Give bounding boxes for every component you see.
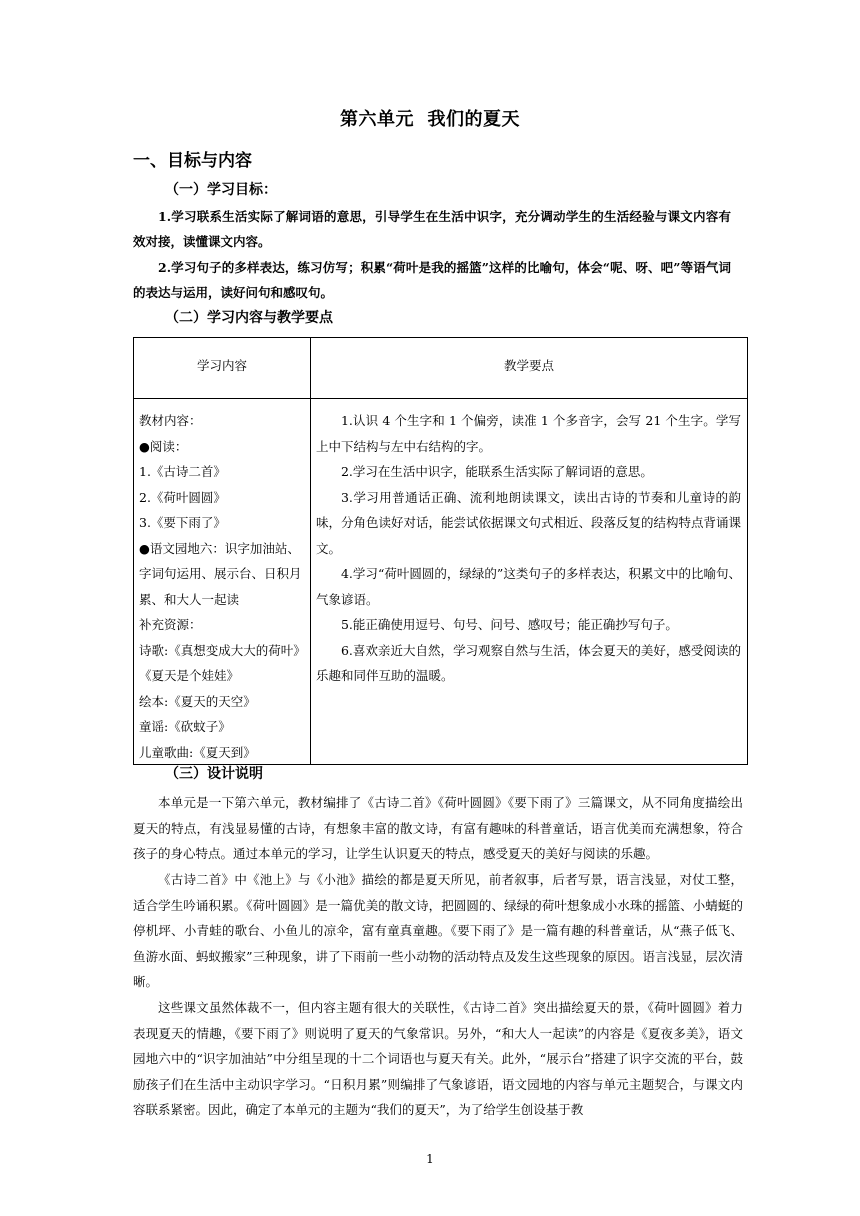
list-item: 补充资源： — [139, 617, 202, 632]
content-table — [133, 337, 748, 765]
list-item: 《夏天是个娃娃》 — [139, 668, 240, 683]
list-item: 童谣:《砍蚊子》 — [139, 719, 231, 734]
subheading-content-and-points: （二）学习内容与教学要点 — [165, 310, 333, 326]
list-item: 5.能正确使用逗号、句号、问号、感叹号；能正确抄写句子。 — [340, 617, 678, 632]
table-header-points: 教学要点 — [310, 338, 747, 399]
design-paragraph-3: 这些课文虽然体裁不一，但内容主题有很大的关联性，《古诗二首》突出描绘夏天的景，《荷叶圆圆》着力表现夏天的情趣，《要下雨了》则说明了夏天的气象常识。另外，“和大人一起读”的内容是《夏夜多美》，语文园地六中的“识字加油站”中分组呈现的十二个词语也与夏天有关。此外，“展示台”搭建了识字交流的平台，鼓励孩子们在生活中主动识字学习。“日积月累”则编排了气象谚语，语文园地的内容与单元主题契合，与课文内容联系紧密。因此，确定了本单元的主题为“我们的夏天”，为了给学生创设基于教 — [133, 1000, 743, 1117]
page-number: 1 — [426, 1152, 434, 1166]
table-row — [134, 399, 748, 765]
goal-paragraph-1: 1.学习联系生活实际了解词语的意思，引导学生在生活中识字，充分调动学生的生活经验与课文内容有效对接，读懂课文内容。 — [133, 209, 731, 249]
table-cell-points — [310, 399, 747, 765]
list-item: 4.学习“荷叶圆圆的，绿绿的”这类句子的多样表达，积累文中的比喻句、气象谚语。 — [315, 566, 741, 607]
list-item: 绘本:《夏天的天空》 — [139, 693, 256, 709]
list-item: ●阅读： — [139, 438, 188, 454]
list-item: 2.学习在生活中识字，能联系生活实际了解词语的意思。 — [340, 464, 653, 479]
list-item: 教材内容： — [139, 413, 202, 428]
goal-paragraph-2: 2.学习句子的多样表达，练习仿写；积累“荷叶是我的摇篮”这样的比喻句，体会“呢、呀、吧”等语气词的表达与运用，读好问句和感叹句。 — [133, 260, 731, 300]
table-header-content: 学习内容 — [134, 338, 311, 399]
list-item: ●语文园地六：识字加油站、字词句运用、展示台、日积月累、和大人一起读 — [139, 540, 302, 607]
list-item: 6.喜欢亲近大自然，学习观察自然与生活，体会夏天的美好，感受阅读的乐趣和同伴互助的温暖。 — [315, 642, 741, 683]
document-title: 第六单元 我们的夏天 — [339, 109, 521, 130]
list-item: 2.《荷叶圆圆》 — [139, 489, 226, 505]
subheading-design-notes: （三）设计说明 — [165, 766, 263, 782]
subheading-learning-goals: （一）学习目标： — [165, 182, 277, 198]
list-item: 1.《古诗二首》 — [139, 464, 226, 479]
list-item: 3.《要下雨了》 — [139, 515, 226, 530]
section-heading-goals-content: 一、目标与内容 — [133, 151, 252, 171]
table-header-row — [134, 338, 748, 399]
list-item: 1.认识 4 个生字和 1 个偏旁，读准 1 个多音字，会写 21 个生字。学写上中下结构与左中右结构的字。 — [315, 413, 741, 454]
design-paragraph-2: 《古诗二首》中《池上》与《小池》描绘的都是夏天所见，前者叙事，后者写景，语言浅显，对仗工整，适合学生吟诵积累。《荷叶圆圆》是一篇优美的散文诗，把圆圆的、绿绿的荷叶想象成小水珠的摇篮、小蜻蜓的停机坪、小青蛙的歌台、小鱼儿的凉伞，富有童真童趣。《要下雨了》是一篇有趣的科普童话，从“燕子低飞、鱼游水面、蚂蚁搬家”三种现象，讲了下雨前一些小动物的活动特点及发生这些现象的原因。语言浅显，层次清晰。 — [133, 872, 743, 989]
list-item: 儿童歌曲:《夏天到》 — [139, 744, 256, 760]
design-paragraph-1: 本单元是一下第六单元，教材编排了《古诗二首》《荷叶圆圆》《要下雨了》三篇课文，从不同角度描绘出夏天的特点，有浅显易懂的古诗，有想象丰富的散文诗，有富有趣味的科普童话，语言优美而充满想象，符合孩子的身心特点。通过本单元的学习，让学生认识夏天的特点，感受夏天的美好与阅读的乐趣。 — [133, 795, 743, 861]
table-cell-content — [134, 399, 311, 765]
list-item: 诗歌:《真想变成大大的荷叶》 — [139, 642, 306, 658]
list-item: 3.学习用普通话正确、流利地朗读课文，读出古诗的节奏和儿童诗的韵味，分角色读好对话，能尝试依据课文句式相近、段落反复的结构特点背诵课文。 — [315, 489, 741, 556]
